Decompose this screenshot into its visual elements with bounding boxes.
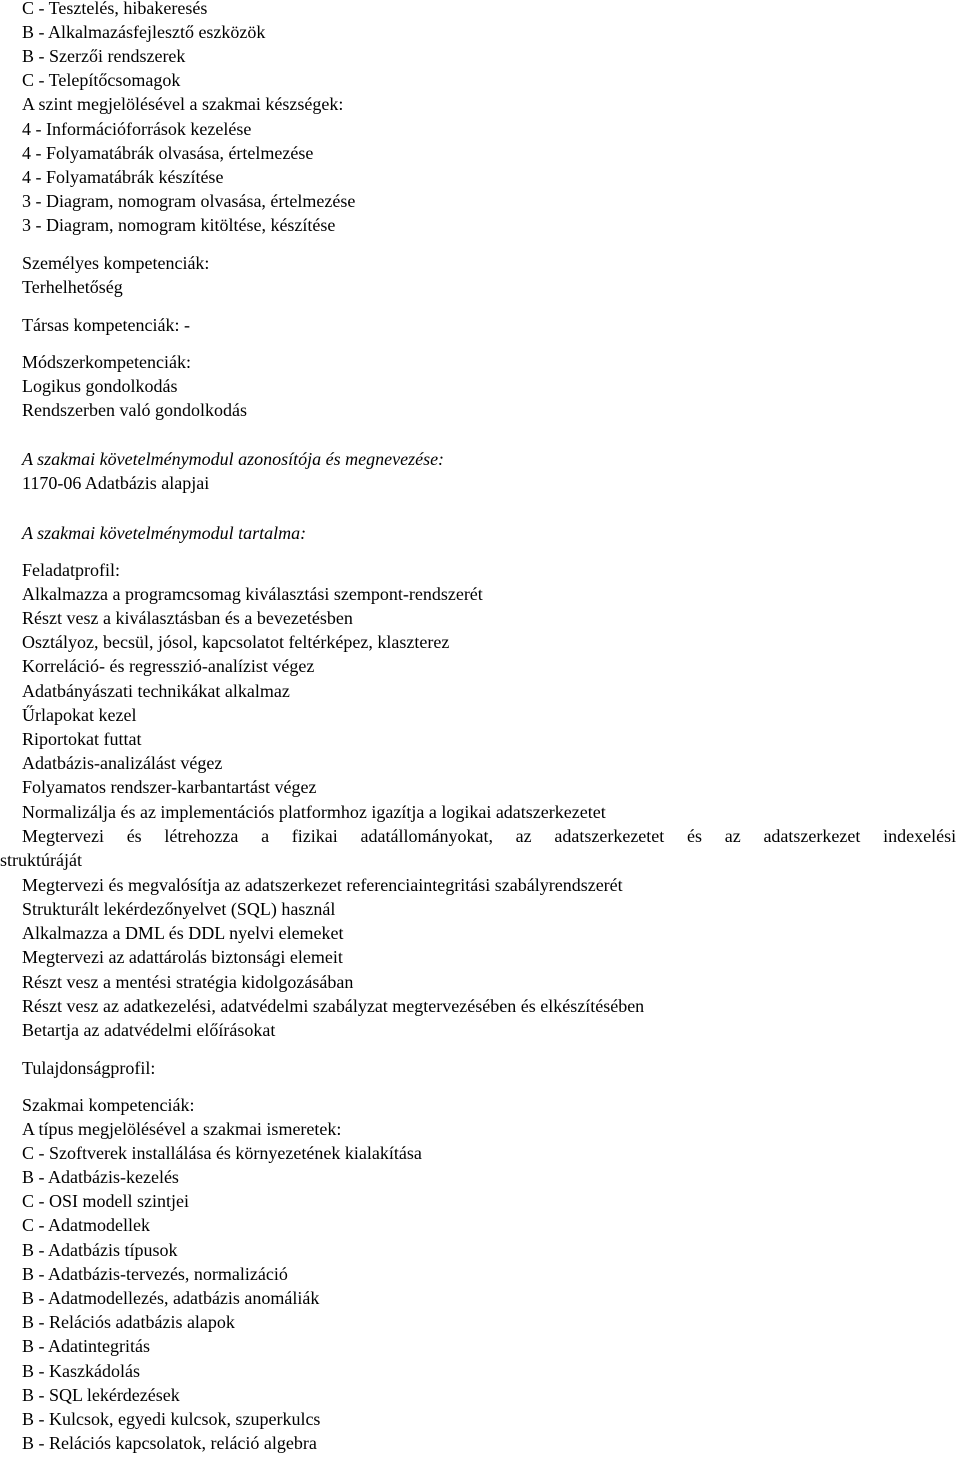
list-item: C - Telepítőcsomagok — [22, 70, 181, 90]
list-item: Korreláció- és regresszió-analízist végez — [22, 656, 315, 676]
list-item: B - Alkalmazásfejlesztő eszközök — [22, 22, 266, 42]
list-item: Folyamatos rendszer-karbantartást végez — [22, 777, 317, 797]
list-item: B - Adatbázis-tervezés, normalizáció — [22, 1264, 288, 1284]
list-item: B - Adatbázis-kezelés — [22, 1167, 179, 1187]
list-item: Rendszerben való gondolkodás — [22, 400, 247, 420]
list-item: Osztályoz, becsül, jósol, kapcsolatot feltérképez, klaszterez — [22, 632, 450, 652]
list-item: Normalizálja és az implementációs platformhoz igazítja a logikai adatszerkezetet — [22, 802, 606, 822]
list-item: Megtervezi és megvalósítja az adatszerkezet referenciaintegritási szabályrendszerét — [22, 875, 623, 895]
list-item: B - SQL lekérdezések — [22, 1385, 180, 1405]
list-item: Adatbányászati technikákat alkalmaz — [22, 681, 290, 701]
list-item: Strukturált lekérdezőnyelvet (SQL) használ — [22, 899, 336, 919]
list-item: B - Adatintegritás — [22, 1336, 150, 1356]
list-item: 4 - Információforrások kezelése — [22, 119, 252, 139]
list-item: C - OSI modell szintjei — [22, 1191, 189, 1211]
knowledge-subheading: A típus megjelölésével a szakmai ismeretek: — [22, 1119, 342, 1139]
module-id-heading: A szakmai követelménymodul azonosítója és megnevezése: — [22, 449, 445, 469]
social-competencies-heading: Társas kompetenciák: - — [22, 315, 190, 335]
list-item: B - Adatmodellezés, adatbázis anomáliák — [22, 1288, 320, 1308]
list-item: B - Relációs adatbázis alapok — [22, 1312, 235, 1332]
wrapped-list-item-continuation: struktúráját — [0, 850, 82, 870]
list-item: Részt vesz az adatkezelési, adatvédelmi szabályzat megtervezésében és elkészítésében — [22, 996, 645, 1016]
list-item: Adatbázis-analizálást végez — [22, 753, 223, 773]
list-item: Logikus gondolkodás — [22, 376, 178, 396]
property-profile-heading: Tulajdonságprofil: — [22, 1058, 156, 1078]
section-heading: A szint megjelölésével a szakmai készségek: — [22, 94, 344, 114]
personal-competencies-heading: Személyes kompetenciák: — [22, 253, 210, 273]
module-content-heading: A szakmai követelménymodul tartalma: — [22, 523, 307, 543]
list-item: Betartja az adatvédelmi előírásokat — [22, 1020, 276, 1040]
list-item: Alkalmazza a programcsomag kiválasztási szempont-rendszerét — [22, 584, 483, 604]
list-item: Alkalmazza a DML és DDL nyelvi elemeket — [22, 923, 344, 943]
list-item: B - Kulcsok, egyedi kulcsok, szuperkulcs — [22, 1409, 321, 1429]
list-item: B - Kaszkádolás — [22, 1361, 140, 1381]
list-item: 4 - Folyamatábrák olvasása, értelmezése — [22, 143, 314, 163]
professional-competencies-heading: Szakmai kompetenciák: — [22, 1095, 195, 1115]
list-item: Terhelhetőség — [22, 277, 123, 297]
list-item: B - Szerzői rendszerek — [22, 46, 186, 66]
list-item: Részt vesz a kiválasztásban és a bevezetésben — [22, 608, 353, 628]
list-item: 3 - Diagram, nomogram kitöltése, készítése — [22, 215, 336, 235]
module-id-value: 1170-06 Adatbázis alapjai — [22, 473, 210, 493]
task-profile-heading: Feladatprofil: — [22, 560, 120, 580]
list-item: B - Relációs kapcsolatok, reláció algebra — [22, 1433, 317, 1453]
list-item: Megtervezi az adattárolás biztonsági elemeit — [22, 947, 343, 967]
list-item: Riportokat futtat — [22, 729, 142, 749]
list-item: C - Szoftverek installálása és környezetének kialakítása — [22, 1143, 422, 1163]
list-item: B - Adatbázis típusok — [22, 1240, 178, 1260]
list-item: Részt vesz a mentési stratégia kidolgozásában — [22, 972, 354, 992]
list-item: C - Adatmodellek — [22, 1215, 150, 1235]
list-item: 4 - Folyamatábrák készítése — [22, 167, 224, 187]
method-competencies-heading: Módszerkompetenciák: — [22, 352, 191, 372]
list-item: C - Tesztelés, hibakeresés — [22, 0, 208, 18]
list-item: Űrlapokat kezel — [22, 705, 137, 725]
wrapped-list-item: Megtervezi és létrehozza a fizikai adatállományokat, az adatszerkezetet és az adatszerkezet indexelési — [22, 826, 957, 846]
list-item: 3 - Diagram, nomogram olvasása, értelmezése — [22, 191, 356, 211]
